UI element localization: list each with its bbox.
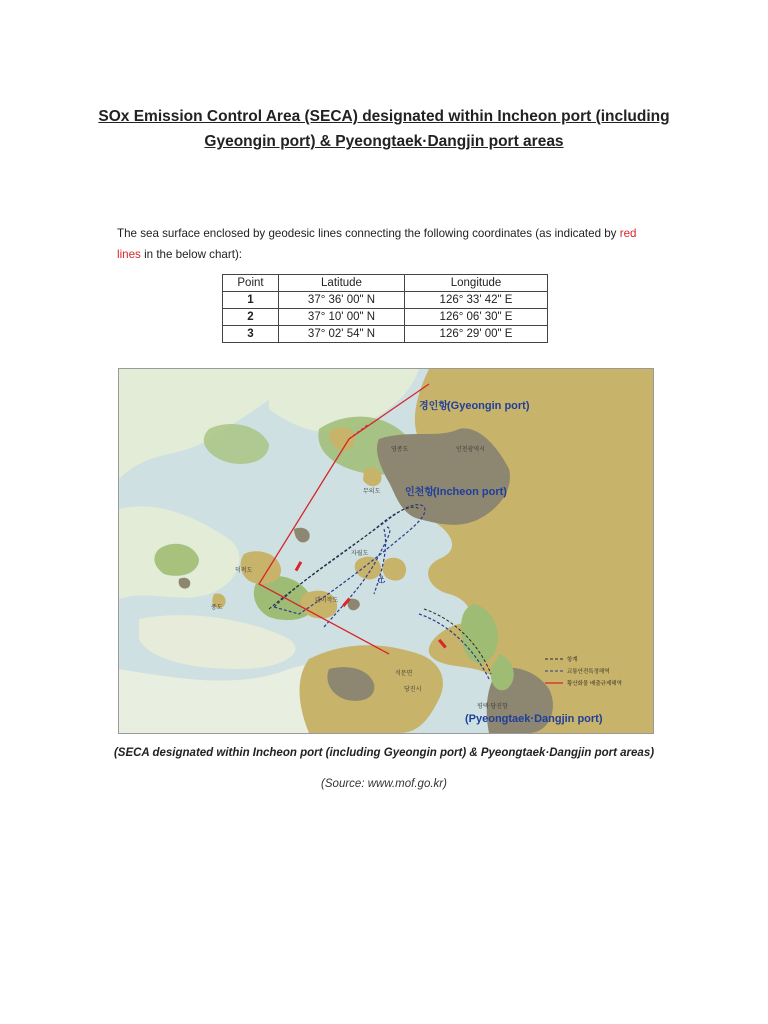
label-deokjeokdo: 덕적도	[235, 567, 253, 574]
seca-map-svg	[119, 369, 653, 733]
table-cell-latitude: 37° 10' 00" N	[279, 309, 405, 326]
table-cell-longitude: 126° 06' 30" E	[405, 309, 548, 326]
table-header-latitude: Latitude	[279, 275, 405, 292]
label-gyeongin-en: (Gyeongin port)	[447, 400, 530, 412]
label-muuido: 무의도	[363, 488, 381, 495]
intro-paragraph	[117, 223, 657, 265]
label-seokmun: 석문면	[395, 670, 413, 677]
intro-red-text: red lines	[117, 227, 637, 261]
legend-label-port-limit: 항계	[567, 657, 578, 663]
document-title	[60, 104, 708, 154]
label-punggdo: 풍도	[211, 604, 223, 611]
label-yeongjongdo: 영종도	[391, 446, 409, 453]
intro-text-after: in the below chart):	[140, 248, 243, 261]
label-pyeongtaek-ko: 평택·당진항	[477, 703, 508, 710]
map-caption: (SECA designated within Incheon port (including Gyeongin port) & Pyeongtaek·Dangjin port areas)	[113, 747, 655, 759]
table-header-longitude: Longitude	[405, 275, 548, 292]
table-cell-longitude: 126° 29' 00" E	[405, 326, 548, 343]
coordinates-table	[222, 274, 548, 343]
legend-label-seca: 황산화물 배출규제해역	[567, 681, 622, 687]
label-gyeongin-ko: 경인항	[419, 401, 448, 412]
table-cell-point: 2	[223, 309, 279, 326]
anchor-icon: ⚓	[377, 575, 386, 586]
table-header-row	[223, 275, 548, 292]
intro-text-before: The sea surface enclosed by geodesic lines connecting the following coordinates (as indicated by	[117, 227, 620, 240]
title-line-1: SOx Emission Control Area (SECA) designated within Incheon port (including	[98, 108, 670, 125]
label-incheon-ko: 인천항	[405, 487, 434, 498]
label-incheon-en: (Incheon port)	[433, 486, 507, 498]
title-line-2: Gyeongin port) & Pyeongtaek·Dangjin port areas	[204, 133, 564, 150]
label-jawoldo: 자월도	[351, 550, 369, 557]
table-row	[223, 326, 548, 343]
table-cell-latitude: 37° 36' 00" N	[279, 292, 405, 309]
table-row	[223, 309, 548, 326]
table-row	[223, 292, 548, 309]
table-cell-point: 3	[223, 326, 279, 343]
table-header-point: Point	[223, 275, 279, 292]
label-daeidakdo: 대이작도	[315, 597, 339, 604]
label-incheon-city: 인천광역시	[456, 446, 485, 453]
table-cell-longitude: 126° 33' 42" E	[405, 292, 548, 309]
table-cell-point: 1	[223, 292, 279, 309]
legend-label-traffic-zone: 교통안전특정해역	[567, 669, 610, 675]
table-cell-latitude: 37° 02' 54" N	[279, 326, 405, 343]
seca-map	[118, 368, 654, 734]
map-source: (Source: www.mof.go.kr)	[321, 778, 447, 790]
label-pyeongtaek-en: (Pyeongtaek·Dangjin port)	[465, 713, 603, 725]
label-dangjin: 당진시	[404, 686, 422, 693]
